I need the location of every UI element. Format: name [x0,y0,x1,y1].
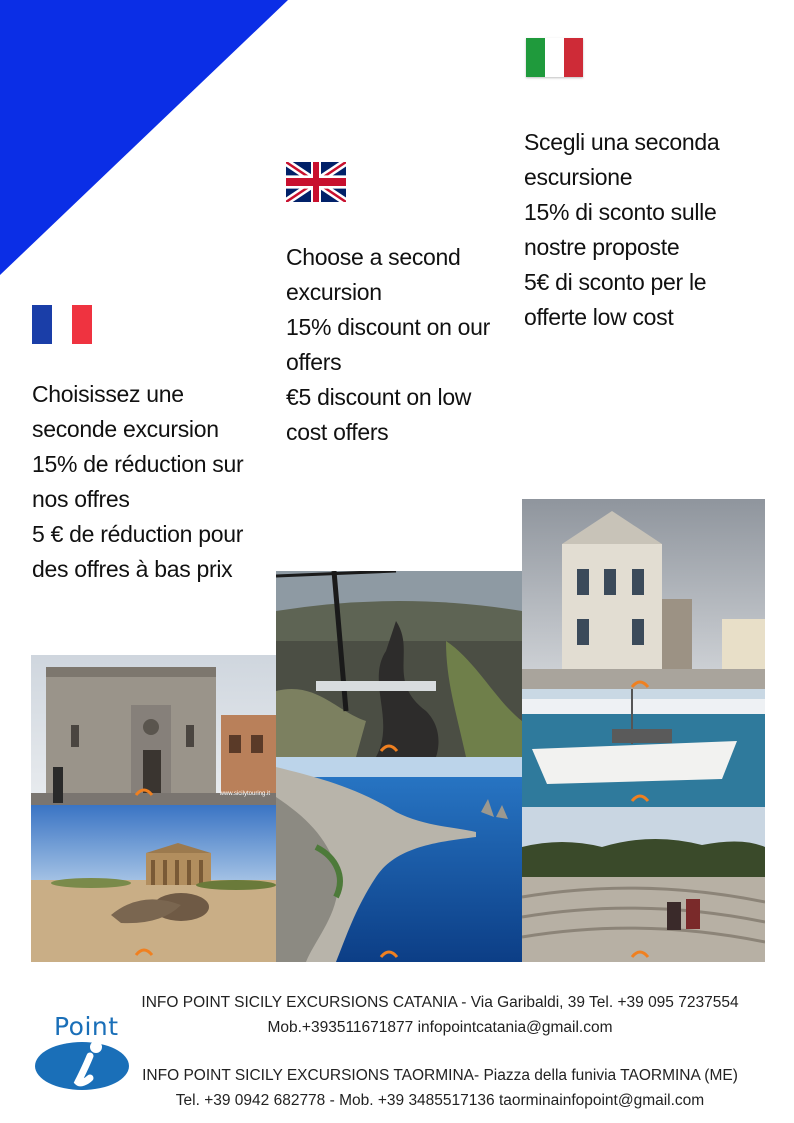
promo-text-italian [524,125,754,335]
promo-it-line-3: 5€ di sconto per le offerte low cost [524,269,707,330]
photo-watermark: www.sicilytouring.it [219,791,270,797]
logo-text: Point [54,1012,119,1041]
promo-en-line-2: 15% discount on our offers [286,314,490,375]
info-point-logo [34,1010,134,1092]
promo-fr-line-1: Choisissez une seconde excursion [32,381,219,442]
promo-en-line-3: €5 discount on low cost offers [286,384,472,445]
promo-text-english [286,240,506,450]
photo-agrigento-temple [31,805,276,962]
promo-it-line-2: 15% di sconto sulle nostre proposte [524,199,717,260]
photo-lipari-coast [276,757,522,962]
photo-sailboat-harbor [522,689,765,807]
footer-taormina-info [130,1063,750,1113]
france-flag-icon [32,305,92,344]
promo-fr-line-3: 5 € de réduction pour des offres à bas prix [32,521,244,582]
uk-flag-icon [286,162,346,202]
footer-catania-contact: Mob.+393511671877 infopointcatania@gmail.com [267,1019,613,1036]
footer-taormina-contact: Tel. +39 0942 682778 - Mob. +39 3485517136 taorminainfopoint@gmail.com [175,1092,705,1109]
promo-it-line-1: Scegli una seconda escursione [524,129,720,190]
footer-catania-info [130,990,750,1040]
photo-syracuse-theatre [522,807,765,962]
photo-marzamemi-building [522,499,765,689]
footer-catania-address: INFO POINT SICILY EXCURSIONS CATANIA - Via Garibaldi, 39 Tel. +39 095 7237554 [141,994,739,1011]
photo-taormina-cathedral [31,655,276,805]
italy-flag-icon [526,38,583,77]
footer-taormina-address: INFO POINT SICILY EXCURSIONS TAORMINA- Piazza della funivia TAORMINA (ME) [142,1067,738,1084]
promo-text-french [32,377,262,587]
promo-en-line-1: Choose a second excursion [286,244,461,305]
promo-fr-line-2: 15% de réduction sur nos offres [32,451,244,512]
photo-etna-aerial [276,571,522,757]
blue-corner-triangle [0,0,290,275]
